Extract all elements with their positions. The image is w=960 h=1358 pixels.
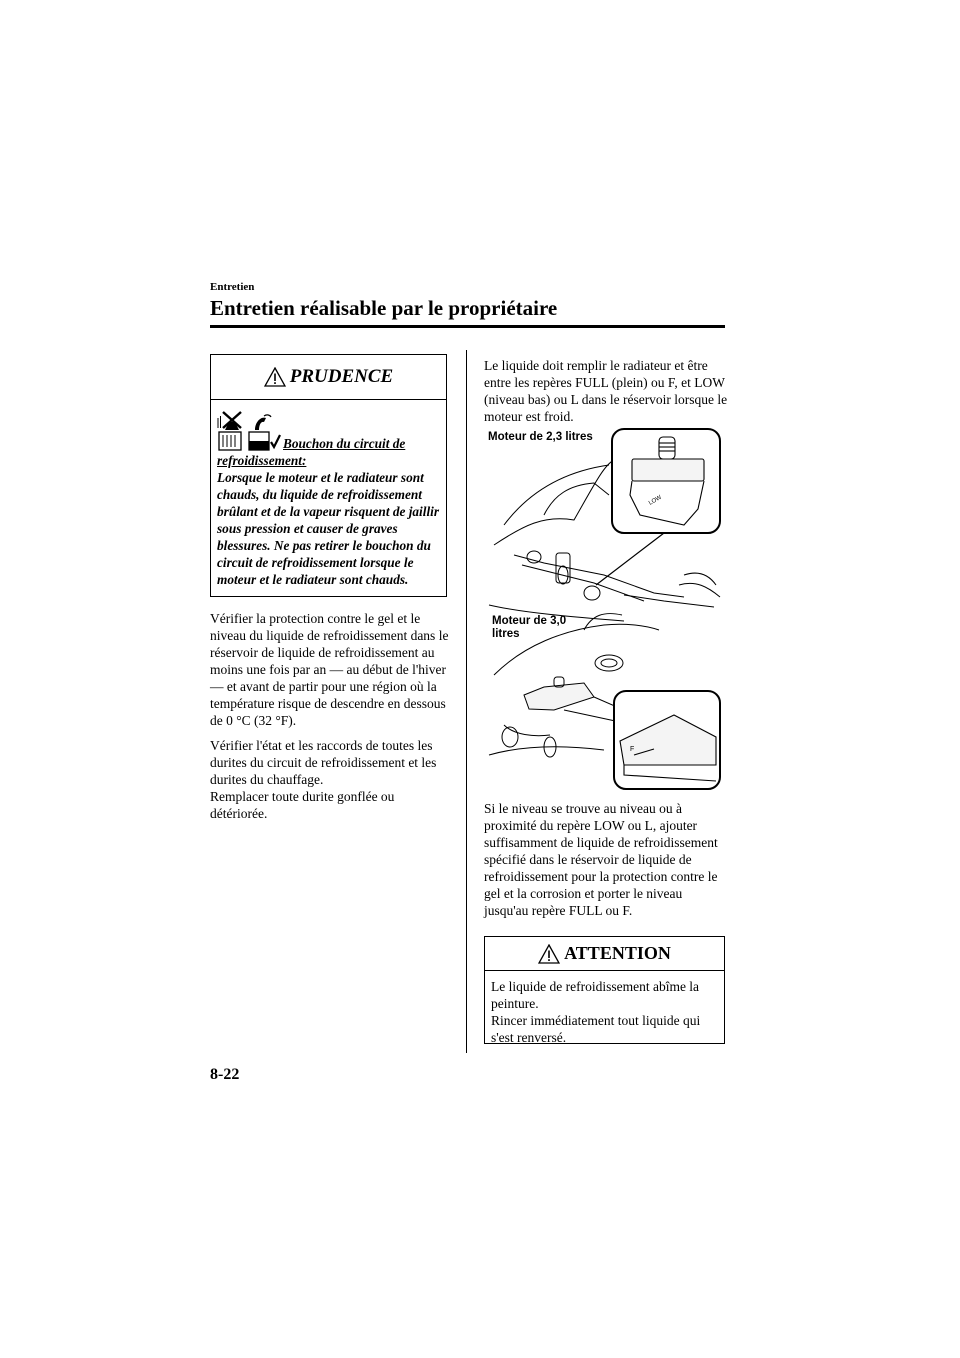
prudence-warning-box (210, 354, 447, 597)
coolant-level-paragraph: Le liquide doit remplir le radiateur et être entre les repères FULL (plein) ou F, et LOW (niveau bas) ou L dans le réservoir lorsque le moteur est froid. (484, 358, 728, 424)
hose-check-text: Vérifier l'état et les raccords de toutes les durites du circuit de refroidissement et les durites du chauffage. (210, 738, 437, 787)
attention-header (485, 937, 724, 971)
title-rule (210, 325, 725, 328)
attention-title: ATTENTION (564, 943, 671, 963)
prudence-heading-line2: refroidissement: (217, 453, 307, 468)
warning-triangle-icon (538, 944, 560, 964)
hot-radiator-cap-icon (217, 408, 283, 452)
attention-line2: Rincer immédiatement tout liquide qui s'est renversé. (491, 1013, 701, 1045)
attention-line1: Le liquide de refroidissement abîme la peinture. (491, 979, 700, 1011)
warning-triangle-icon (264, 367, 286, 387)
column-divider (466, 350, 467, 1053)
hose-replace-text: Remplacer toute durite gonflée ou détériorée. (210, 789, 395, 821)
coolant-reservoir-figure (484, 425, 724, 793)
attention-notice-box (484, 936, 725, 1044)
prudence-heading-line1: Bouchon du circuit de (283, 436, 406, 451)
page-title: Entretien réalisable par le propriétaire (210, 296, 558, 320)
page-number: 8-22 (210, 1066, 240, 1083)
inset-low-mark: LOW (648, 494, 663, 507)
figure-label-3-0-litre: Moteur de 3,0 litres (492, 615, 567, 640)
prudence-body (211, 400, 446, 588)
prudence-title: PRUDENCE (289, 366, 394, 387)
frost-protection-paragraph: Vérifier la protection contre le gel et le niveau du liquide de refroidissement dans le réservoir de liquide de refroidissement au moins une fois par an ― au début de l'hiver ― et avant de partir pour une région où la température risque de descendre en dessous de 0 °C (32 °F). (210, 611, 449, 728)
section-label: Entretien (210, 281, 255, 293)
prudence-header (211, 355, 446, 400)
top-up-paragraph: Si le niveau se trouve au niveau ou à proximité du repère LOW ou L, ajouter suffisamment de liquide de refroidissement spécifié dans le réservoir de liquide de refroidissement pour la protection contre le gel et la corrosion et porter le niveau jusqu'au repère FULL ou F. (484, 801, 718, 918)
inset-full-mark: F (630, 746, 635, 753)
hose-inspection-paragraph (210, 737, 455, 822)
prudence-text: Lorsque le moteur et le radiateur sont chauds, du liquide de refroidissement brûlant et de la vapeur risquent de jaillir sous pression et causer de graves blessures. Ne pas retirer le bouchon du circuit de refroidissement lorsque le moteur et le radiateur sont chauds. (217, 470, 440, 587)
figure-label-2-3-litre: Moteur de 2,3 litres (488, 431, 593, 443)
attention-body (485, 971, 724, 1046)
